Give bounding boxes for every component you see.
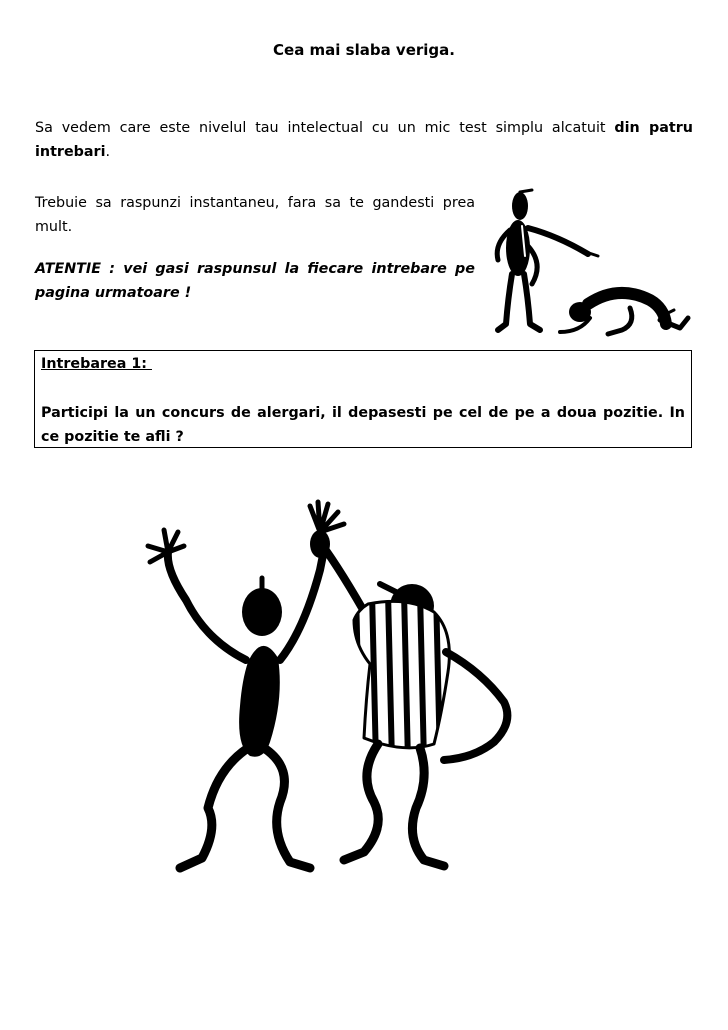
pointing-figure-illustration [480,186,695,346]
intro-bold-phrase: din patru intrebari [35,120,693,160]
question-box [34,350,692,448]
intro-text: Sa vedem care este nivelul tau intelectual cu un mic test simplu alcatuit [35,120,615,136]
question-text: Participi la un concurs de alergari, il depasesti pe cel de pe a doua pozitie. In ce pozitie te afli ? [41,405,685,445]
intro-paragraph [35,116,693,164]
question-title: Intrebarea 1: [41,356,152,372]
attention-paragraph: ATENTIE : vei gasi raspunsul la fiecare intrebare pe pagina urmatoare ! [35,261,475,301]
intro-end: . [105,144,111,160]
dancing-figures-illustration [130,492,520,882]
page-title: Cea mai slaba veriga. [273,41,455,59]
instruction-paragraph: Trebuie sa raspunzi instantaneu, fara sa te gandesti prea mult. [35,195,475,235]
